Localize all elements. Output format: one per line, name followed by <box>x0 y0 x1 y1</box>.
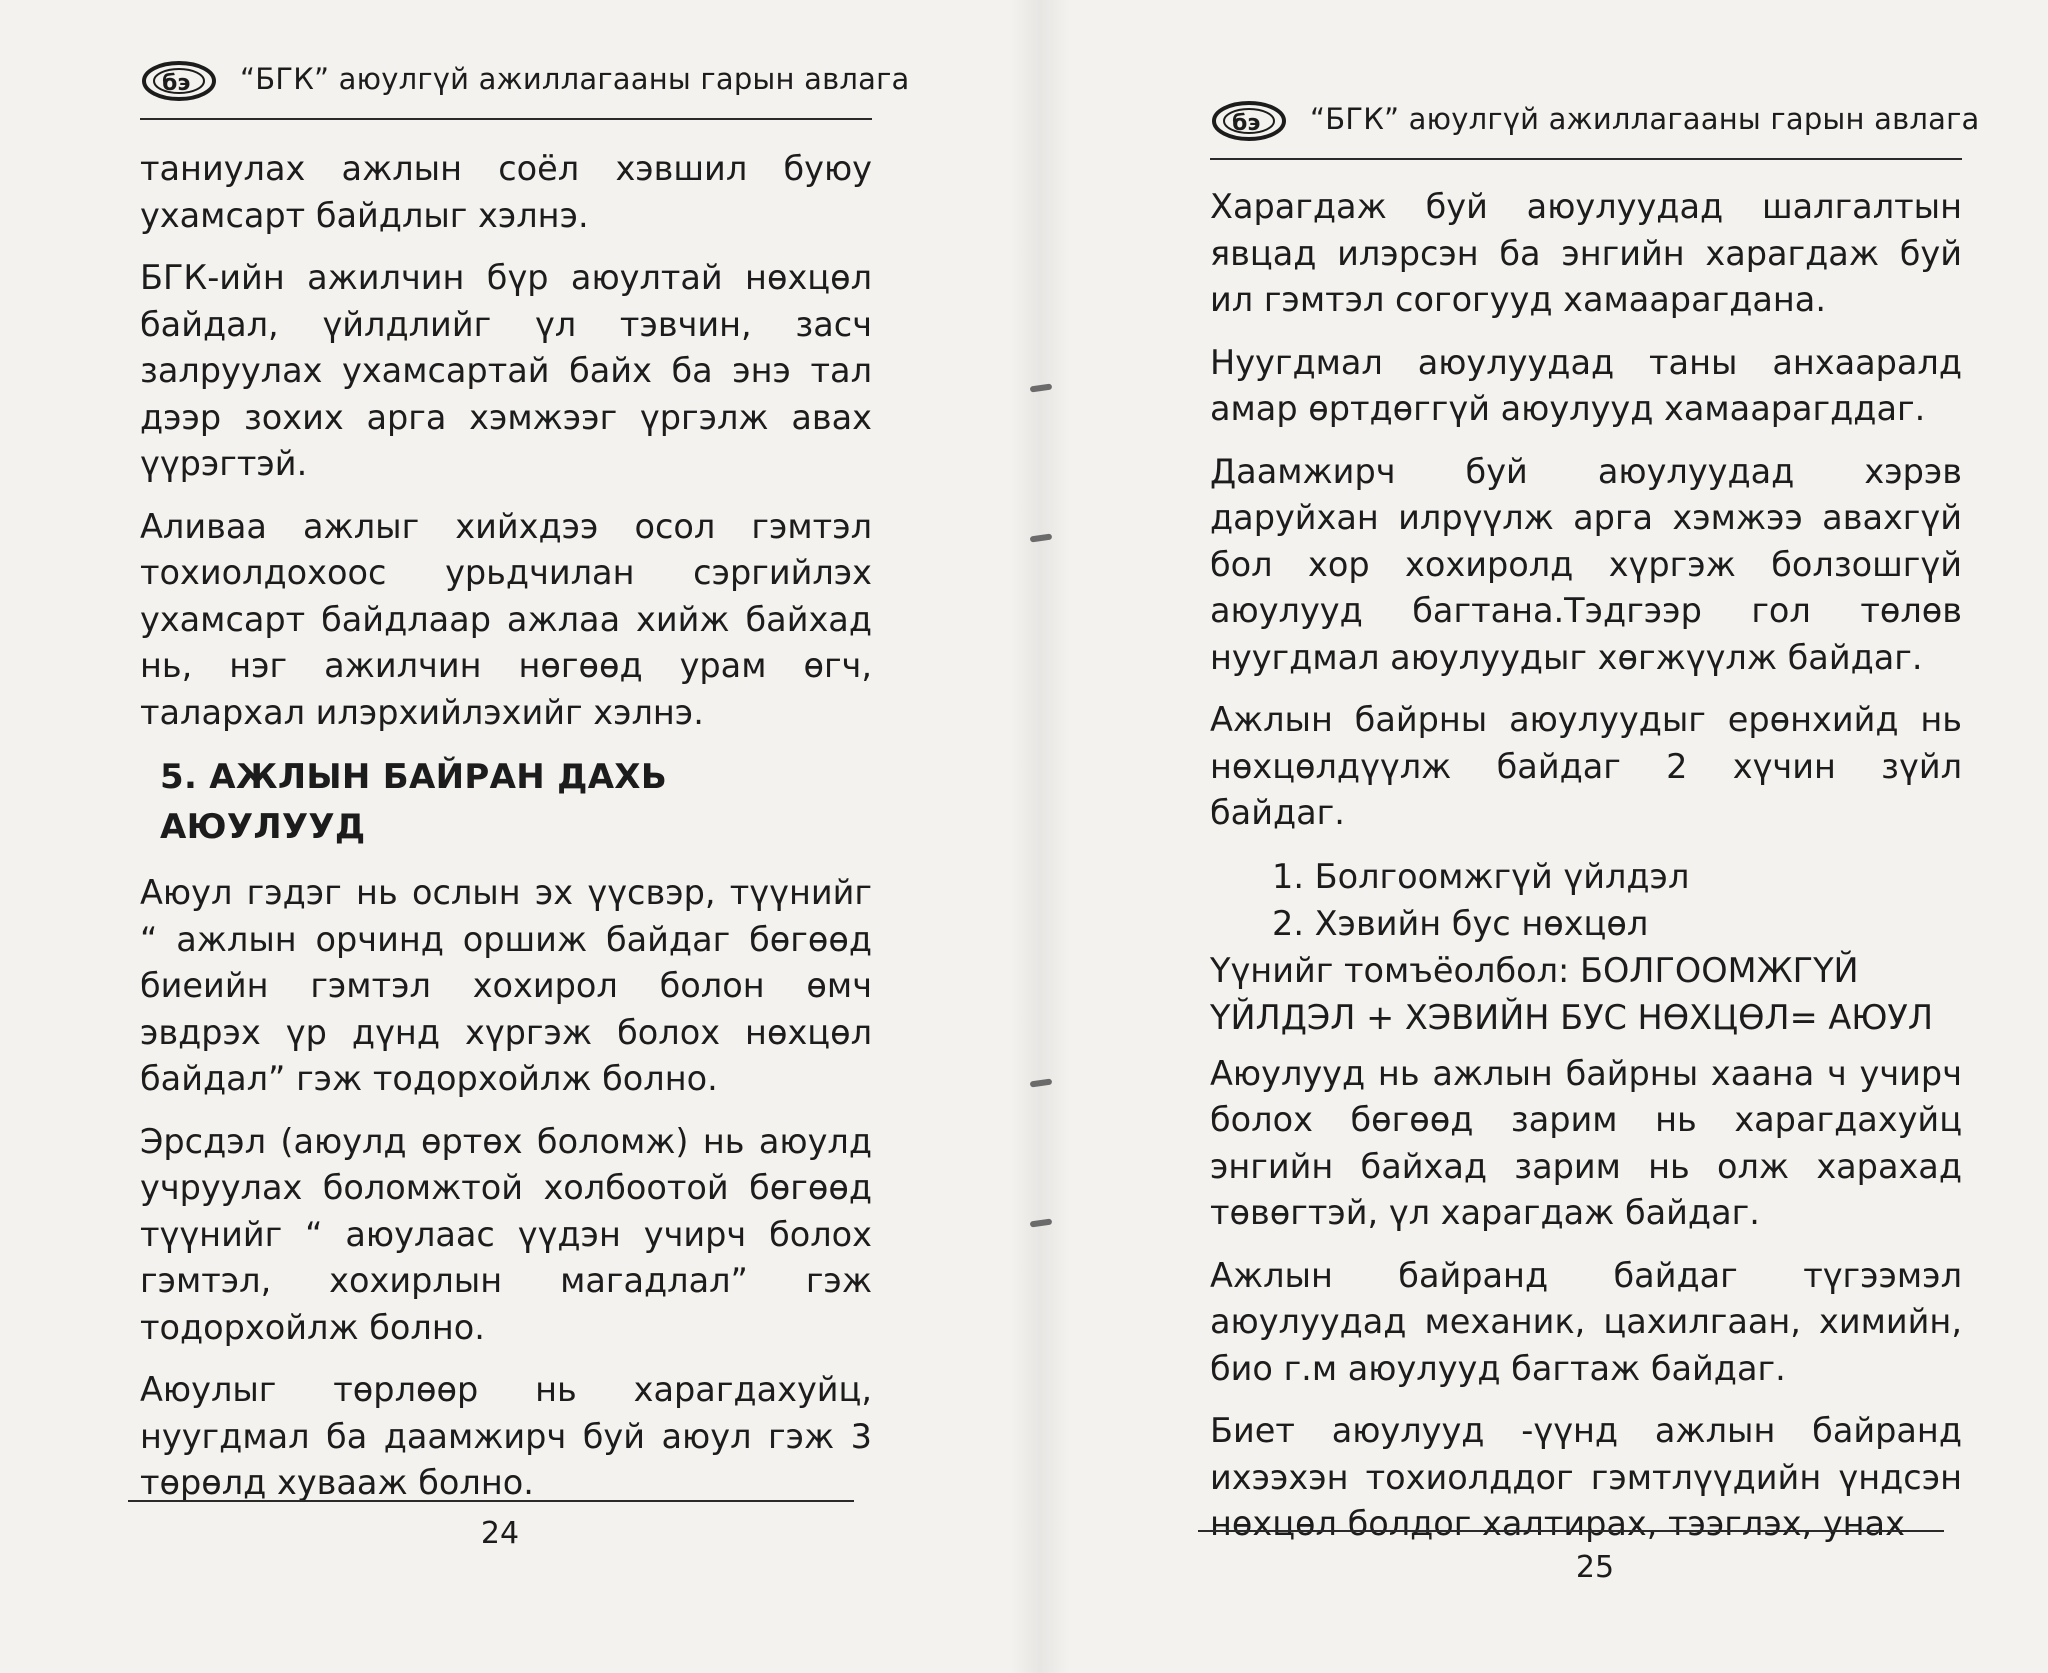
page-content <box>140 146 872 1523</box>
right-page <box>1190 0 1980 1673</box>
bgk-logo-icon <box>140 58 218 104</box>
left-page <box>120 0 910 1673</box>
header-rule <box>140 118 872 120</box>
header-title: “БГК” аюулгүй ажиллагааны гарын авлага <box>240 62 910 96</box>
paragraph: Нуугдмал аюулуудад таны анхааралд амар өртдөггүй аюулууд хамаарагддаг. <box>1210 342 1962 428</box>
footer-rule <box>128 1500 854 1502</box>
page-header <box>120 52 910 122</box>
paragraph: Биет аюулууд -үүнд ажлын байранд ихээхэн тохиолддог гэмтлүүдийн үндсэн нөхцөл болдог халтирах, тээглэх, унах <box>1210 1411 1962 1543</box>
paragraph: Аюулууд нь ажлын байрны хаана ч учирч болох бөгөөд зарим нь харагдахуйц энгийн байхад зарим нь олж харахад төвөгтэй, үл харагдаж байдаг. <box>1210 1053 1962 1232</box>
svg-text:бэ: бэ <box>162 71 191 96</box>
page-content <box>1210 184 1962 1564</box>
paragraph: Харагдаж буй аюулуудад шалгалтын явцад илэрсэн ба энгийн харагдаж буй ил гэмтэл согогууд хамаарагдана. <box>1210 187 1962 319</box>
paragraph: БГК-ийн ажилчин бүр аюултай нөхцөл байдал, үйлдлийг үл тэвчин, засч залруулах ухамсартай байх ба энэ тал дээр зохих арга хэмжээг үргэлж авах үүрэгтэй. <box>140 258 872 483</box>
book-gutter <box>1010 0 1070 1673</box>
paragraph: Эрсдэл (аюулд өртөх боломж) нь аюулд учруулах боломжтой холбоотой бөгөөд түүнийг “ аюулаас үүдэн учирч болох гэмтэл, хохирлын магадлал” гэж тодорхойлж болно. <box>140 1121 872 1347</box>
paragraph: Аюулыг төрлөөр нь харагдахуйц, нуугдмал ба даамжирч буй аюул гэж 3 төрөлд хувааж болно. <box>140 1370 872 1502</box>
header-title: “БГК” аюулгүй ажиллагааны гарын авлага <box>1310 102 1980 136</box>
section-heading: 5. АЖЛЫН БАЙРАН ДАХЬ АЮУЛУУД <box>160 757 668 847</box>
paragraph: Даамжирч буй аюулуудад хэрэв даруйхан илрүүлж арга хэмжээ авахгүй бол хор хохиролд хүргэж болзошгүй аюулууд багтана.Тэдгээр гол төлөв нуугдмал аюулуудыг хөгжүүлж байдаг. <box>1210 451 1962 677</box>
bgk-logo-icon <box>1210 98 1288 144</box>
factor-list <box>1210 853 1962 947</box>
paragraph: Аливаа ажлыг хийхдээ осол гэмтэл тохиолдохоос урьдчилан сэргийлэх ухамсарт байдлаар ажлаа хийж байхад нь, нэг ажилчин нөгөөд урам өгч, талархал илэрхийлэхийг хэлнэ. <box>140 506 872 732</box>
paragraph: Ажлын байранд байдаг түгээмэл аюулуудад механик, цахилгаан, химийн, био г.м аюулууд багтаж байдаг. <box>1210 1255 1962 1388</box>
list-item: 2. Хэвийн бус нөхцөл <box>1272 903 1649 943</box>
header-rule <box>1210 158 1962 160</box>
footer-rule <box>1198 1530 1944 1532</box>
paragraph: таниулах ажлын соёл хэвшил буюу ухамсарт байдлыг хэлнэ. <box>140 149 872 235</box>
list-item: 1. Болгоомжгүй үйлдэл <box>1272 856 1690 896</box>
svg-text:бэ: бэ <box>1232 111 1261 136</box>
page-number: 25 <box>1575 1550 1615 1585</box>
paragraph: Аюул гэдэг нь ослын эх үүсвэр, түүнийг “ ажлын орчинд оршиж байдаг бөгөөд биеийн гэмтэл хохирол болон өмч эвдрэх үр дүнд хүргэж болох нөхцөл байдал” гэж тодорхойлж болно. <box>140 873 872 1098</box>
formula-line: ҮЙЛДЭЛ + ХЭВИЙН БУС НӨХЦӨЛ= АЮУЛ <box>1210 997 1934 1037</box>
page-header <box>1190 92 1980 162</box>
paragraph: Ажлын байрны аюулуудыг ерөнхийд нь нөхцөлдүүлж байдаг 2 хүчин зүйл байдаг. <box>1210 700 1962 832</box>
formula-line: Үүнийг томъёолбол: БОЛГООМЖГҮЙ <box>1210 950 1859 990</box>
page-number: 24 <box>480 1516 520 1551</box>
